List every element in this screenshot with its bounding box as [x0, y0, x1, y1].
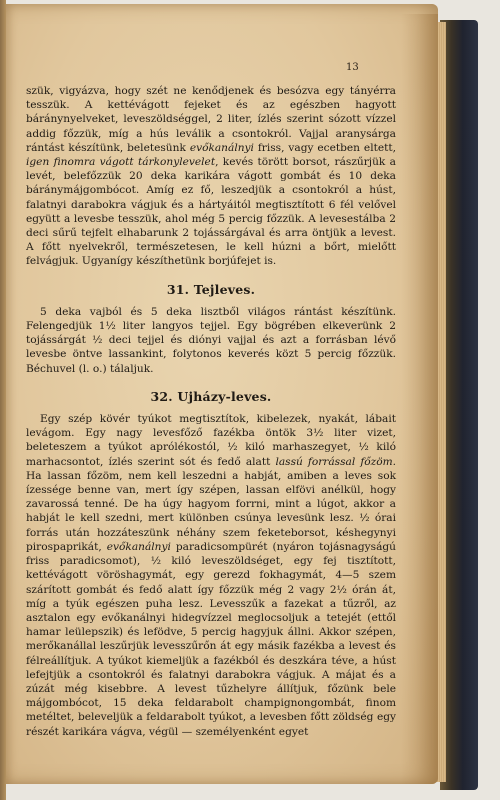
section-body-ujhazy-leves: Egy szép kövér tyúkot megtisztítok, kibelezek, nyakát, lábait levágom. Egy nagy levesfőző fazékba öntök 3½ liter vizet, beleteszem a tyúkot aprólékostól, ½ kiló marhaszegyet, ½ kiló marhacsontot, ízlés szerint sót és fedő alatt lassú forrással főzöm. Ha lassan főzöm, nem kell leszedni a habját, amiben a leves sok ízessége benne van, mert így szépen, lassan elfövi anélkül, hogy zavarossá tenné. De ha úgy hagyom forrni, mint a lúgot, akkor a habját le kell szedni, mert különben csúnya levesünk lesz. ½ órai forrás után hozzáteszünk néhány szem feketeborsot, késhegynyi pirospaprikát, evőkanálnyi paradicsompürét (nyáron tojásnagyságú friss paradicsomot), ½ kiló leveszöldséget, egy fej tisztított, kettévágott vöröshagymát, egy gerezd fokhagymát, 4—5 szem szárított gombát és fedő alatt így főzzük még 2 vagy 2½ órán át, míg a tyúk egészen puha lesz. Levesszűk a fazekat a tűzről, az asztalon egy evőkanálnyi hidegvízzel meglocsoljuk a tetejét (ettől hamar leülepszik) és lefödve, 5 percig hagyjuk állni. Akkor szépen, merőkanállal leszűrjük levesszűrőn át egy másik fazékba a levest és félreállítjuk. A tyúkot kiemeljük a fazékból és deszkára téve, a húst lefejtjük a csontokról és falatnyi darabokra vágjuk. A májat és a zúzát még kisebbre. A levest tűzhelyre állítjuk, főzünk bele májgombócot, 15 deka feldarabolt champignongombát, finom metéltet, beleveljük a feldarabolt tyúkot, a levesben főtt zöldség egy részét karikára vágva, végül — személyenként egyet — [26, 413, 396, 738]
section-body-tejleves: 5 deka vajból és 5 deka lisztből világos rántást készítünk. Felengedjük 1½ liter langyos tejjel. Egy bögrében elkeverünk 2 tojássárgát ½ deci tejjel és diónyi vajjal és azt a forrásban lévő levesbe öntve lassankint, folytonos keverés közt 5 percig főzzük. Béchuvel (l. o.) tálaljuk. — [26, 305, 396, 375]
section-heading-ujhazy-leves: 32. Ujházy-leves. — [150, 388, 272, 404]
page-text — [26, 84, 396, 739]
page-shadow — [401, 14, 438, 784]
page-number: 13 — [346, 62, 359, 73]
section-heading-tejleves: 31. Tejleves. — [166, 281, 256, 297]
book-page — [6, 4, 438, 784]
intro-paragraph: szük, vigyázva, hogy szét ne kenődjenek és besózva egy tányérra tesszük. A kettévágott fejeket és az egészben hagyott báránynyelveket, leveszöldséggel, 2 liter, ízlés szerint sózott vízzel addig főzzük, míg a hús leválik a csontokról. Vajjal aranysárga rántást készítünk, beletesünk evőkanálnyi friss, vagy ecetben eltett, igen finomra vágott tárkonylevelet, kevés törött borsot, rászűrjük a levét, belefőzzük 20 deka karikára vágott gombát és 10 deka báránymájgombócot. Amíg ez fő, leszedjük a csontokról a húst, falatnyi darabokra vágjuk és a hártyáitól megtisztított 6 fél velővel együtt a levesbe tesszük, ahol még 5 percig főzzük. A levesestálba 2 deci sűrű tejfelt elhabarunk 2 tojássárgával és arra öntjük a levest. A főtt nyelvekről, természetesen, le kell húzni a bőrt, mielőtt felvágjuk. Ugyanígy készíthetünk borjúfejet is. — [26, 85, 397, 268]
